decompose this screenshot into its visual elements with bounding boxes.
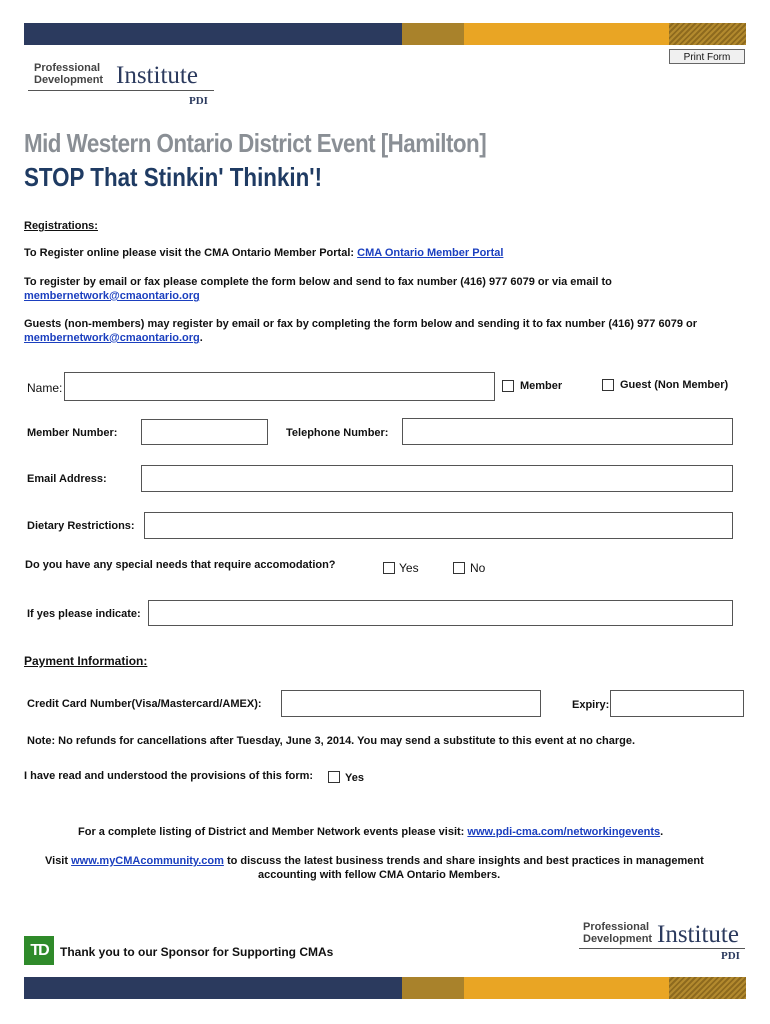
refund-note: Note: No refunds for cancellations after Tuesday, June 3, 2014. You may send a substitute to this event at no charge. — [27, 735, 636, 747]
provisions-label: I have read and understood the provisions of this form: — [24, 770, 314, 782]
listing-period: . — [660, 826, 664, 838]
sponsor-text: Thank you to our Sponsor for Supporting CMAs — [60, 945, 334, 959]
event-subtitle: STOP That Stinkin' Thinkin'! — [24, 162, 323, 192]
special-needs-no-checkbox[interactable] — [453, 562, 465, 574]
dietary-field[interactable] — [144, 512, 733, 539]
cma-portal-link[interactable]: CMA Ontario Member Portal — [357, 247, 504, 259]
pdi-logo-top — [34, 62, 214, 108]
member-number-field[interactable] — [141, 419, 268, 445]
bottom-band-gold-segment — [464, 977, 669, 999]
community-text-line2: accounting with fellow CMA Ontario Members. — [258, 869, 501, 881]
member-checkbox[interactable] — [502, 380, 514, 392]
logo-line-development: Development — [34, 74, 104, 86]
register-email-link[interactable]: membernetwork@cmaontario.org — [24, 290, 200, 302]
name-field[interactable] — [64, 372, 495, 401]
pdi-logo-bottom — [583, 921, 745, 965]
expiry-label: Expiry: — [572, 699, 610, 711]
member-number-label: Member Number: — [27, 427, 118, 439]
if-yes-field[interactable] — [148, 600, 733, 626]
guests-email-link[interactable]: membernetwork@cmaontario.org — [24, 332, 200, 344]
logo-bottom-line-development: Development — [583, 933, 653, 945]
special-needs-yes-checkbox[interactable] — [383, 562, 395, 574]
networking-events-link[interactable]: www.pdi-cma.com/networkingevents — [467, 826, 661, 838]
guests-period: . — [199, 332, 203, 344]
email-label: Email Address: — [27, 473, 107, 485]
guests-link-line — [24, 332, 203, 344]
special-needs-yes-label: Yes — [399, 561, 419, 575]
band-bronze-segment — [402, 23, 464, 45]
visit-word: Visit — [45, 855, 69, 867]
event-title: Mid Western Ontario District Event [Hamilton] — [24, 128, 487, 158]
email-field[interactable] — [141, 465, 733, 492]
print-form-button[interactable]: Print Form — [669, 49, 745, 64]
logo-line-professional: Professional — [34, 62, 101, 74]
guest-label: Guest (Non Member) — [620, 379, 729, 391]
bottom-band-texture-segment — [669, 977, 746, 999]
logo-bottom-underline — [579, 948, 745, 949]
register-email-text: To register by email or fax please complete the form below and send to fax number (416) 977 6079 or via email to — [24, 276, 612, 288]
band-navy-segment — [24, 23, 402, 45]
events-listing-text: For a complete listing of District and Member Network events please visit: — [78, 826, 465, 838]
logo-underline — [28, 90, 214, 91]
provisions-yes-label: Yes — [345, 772, 364, 784]
bottom-band-navy-segment — [24, 977, 402, 999]
payment-heading: Payment Information: — [24, 654, 148, 668]
telephone-label: Telephone Number: — [286, 427, 389, 439]
dietary-label: Dietary Restrictions: — [27, 520, 135, 532]
credit-card-field[interactable] — [281, 690, 541, 717]
name-label: Name: — [27, 381, 63, 395]
community-link[interactable]: www.myCMAcommunity.com — [71, 855, 224, 867]
registrations-heading: Registrations: — [24, 220, 98, 232]
community-text: to discuss the latest business trends and share insights and best practices in management — [226, 855, 704, 867]
credit-card-label: Credit Card Number(Visa/Mastercard/AMEX): — [27, 698, 262, 710]
member-label: Member — [520, 380, 563, 392]
logo-bottom-word-institute: Institute — [657, 921, 739, 948]
community-line — [45, 855, 704, 867]
logo-pdi: PDI — [189, 95, 208, 107]
bottom-color-band — [24, 977, 746, 999]
guests-text: Guests (non-members) may register by email or fax by completing the form below and sending it to fax number (416) 977 6079 or — [24, 318, 698, 330]
if-yes-label: If yes please indicate: — [27, 608, 141, 620]
register-online-text: To Register online please visit the CMA Ontario Member Portal: — [24, 247, 355, 259]
band-texture-segment — [669, 23, 746, 45]
provisions-checkbox[interactable] — [328, 771, 340, 783]
logo-bottom-pdi: PDI — [721, 950, 740, 962]
bottom-band-bronze-segment — [402, 977, 464, 999]
special-needs-no-label: No — [470, 561, 486, 575]
special-needs-question: Do you have any special needs that require accomodation? — [25, 559, 336, 571]
register-online-line — [24, 247, 503, 259]
expiry-field[interactable] — [610, 690, 744, 717]
top-color-band — [24, 23, 746, 45]
band-gold-segment — [464, 23, 669, 45]
logo-bottom-line-professional: Professional — [583, 921, 650, 933]
events-listing-line — [78, 826, 663, 838]
telephone-field[interactable] — [402, 418, 733, 445]
logo-word-institute: Institute — [116, 62, 198, 89]
td-logo: TD — [24, 936, 54, 965]
guest-checkbox[interactable] — [602, 379, 614, 391]
